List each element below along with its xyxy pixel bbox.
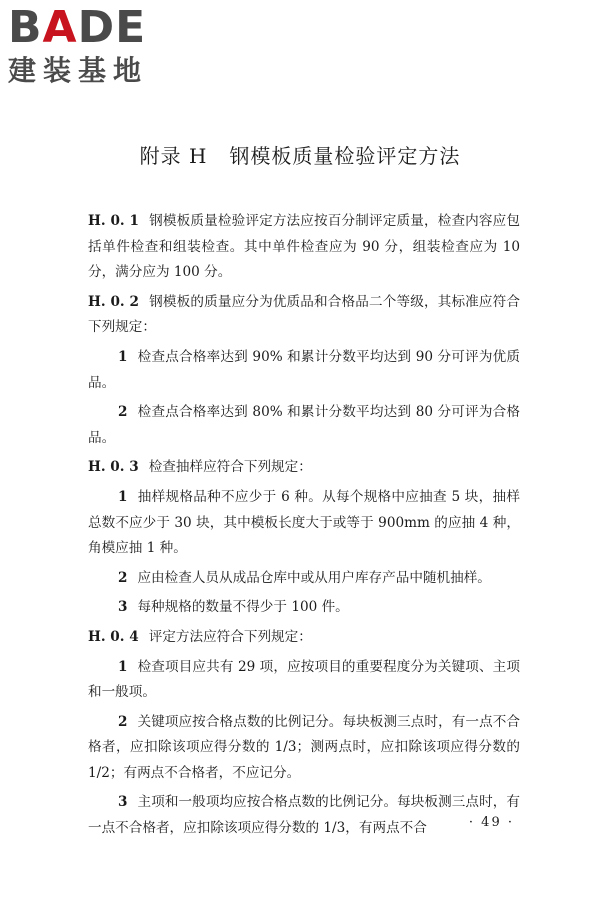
item-text: 应由检查人员从成品仓库中或从用户库存产品中随机抽样。 bbox=[137, 569, 491, 586]
item-text: 关键项应按合格点数的比例记分。每块板测三点时，有一点不合格者，应扣除该项应得分数的 1/3；测两点时，应扣除该项应得分数的 1/2；有两点不合格者，不应记分。 bbox=[88, 713, 520, 781]
appendix-number: 附录 H bbox=[139, 144, 208, 168]
item-text: 每种规格的数量不得少于 100 件。 bbox=[137, 599, 349, 616]
logo bbox=[8, 4, 178, 88]
clause-h03-item-3 bbox=[88, 595, 520, 621]
clause-text: 钢模板质量检验评定方法应按百分制评定质量，检查内容应包括单件检查和组装检查。其中单件检查应为 90 分，组装检查应为 10 分，满分应为 100 分。 bbox=[88, 213, 521, 281]
clause-text: 检查抽样应符合下列规定： bbox=[148, 459, 312, 476]
clause-number: H. 0. 4 bbox=[88, 628, 139, 645]
item-text: 主项和一般项均应按合格点数的比例记分。每块板测三点时，有一点不合格者，应扣除该项应得分数的 1/3，有两点不合 bbox=[88, 794, 520, 837]
item-number: 3 bbox=[118, 599, 128, 616]
clause-h03-item-1 bbox=[88, 485, 520, 562]
page-number: · 49 · bbox=[468, 815, 514, 830]
clause-h04-item-1 bbox=[88, 655, 520, 706]
item-text: 检查项目应共有 29 项，应按项目的重要程度分为关键项、主项和一般项。 bbox=[88, 658, 520, 701]
item-number: 1 bbox=[118, 348, 128, 365]
item-text: 检查点合格率达到 90% 和累计分数平均达到 90 分可评为优质品。 bbox=[88, 348, 520, 391]
item-number: 2 bbox=[118, 569, 128, 586]
clause-number: H. 0. 1 bbox=[88, 213, 139, 229]
clause-h01 bbox=[88, 209, 520, 286]
appendix-title: 钢模板质量检验评定方法 bbox=[229, 144, 461, 168]
item-text: 检查点合格率达到 80% 和累计分数平均达到 80 分可评为合格品。 bbox=[88, 404, 520, 446]
page-title bbox=[0, 140, 600, 169]
item-number: 3 bbox=[118, 794, 128, 811]
logo-subtitle: 建装基地 bbox=[8, 54, 149, 87]
document-body bbox=[88, 209, 520, 846]
logo-brand: BADE bbox=[8, 2, 147, 53]
clause-h03-item-2 bbox=[88, 566, 520, 592]
clause-h04-item-3 bbox=[88, 790, 520, 841]
clause-h03 bbox=[88, 455, 520, 481]
clause-text: 评定方法应符合下列规定： bbox=[148, 628, 312, 645]
item-number: 1 bbox=[118, 488, 128, 505]
item-number: 2 bbox=[118, 404, 128, 421]
clause-number: H. 0. 3 bbox=[88, 459, 139, 476]
clause-h04 bbox=[88, 625, 520, 651]
clause-h04-item-2 bbox=[88, 710, 520, 787]
clause-h02 bbox=[88, 290, 520, 341]
item-number: 2 bbox=[118, 713, 128, 730]
clause-number: H. 0. 2 bbox=[88, 293, 139, 310]
clause-text: 钢模板的质量应分为优质品和合格品二个等级，其标准应符合下列规定： bbox=[88, 293, 521, 336]
item-text: 抽样规格品种不应少于 6 种。从每个规格中应抽查 5 块，抽样总数不应少于 30 块，其中模板长度大于或等于 900mm 的应抽 4 种，角模应抽 1 种。 bbox=[88, 488, 520, 557]
item-number: 1 bbox=[118, 658, 128, 675]
clause-h02-item-2 bbox=[88, 400, 520, 451]
clause-h02-item-1 bbox=[88, 345, 520, 396]
